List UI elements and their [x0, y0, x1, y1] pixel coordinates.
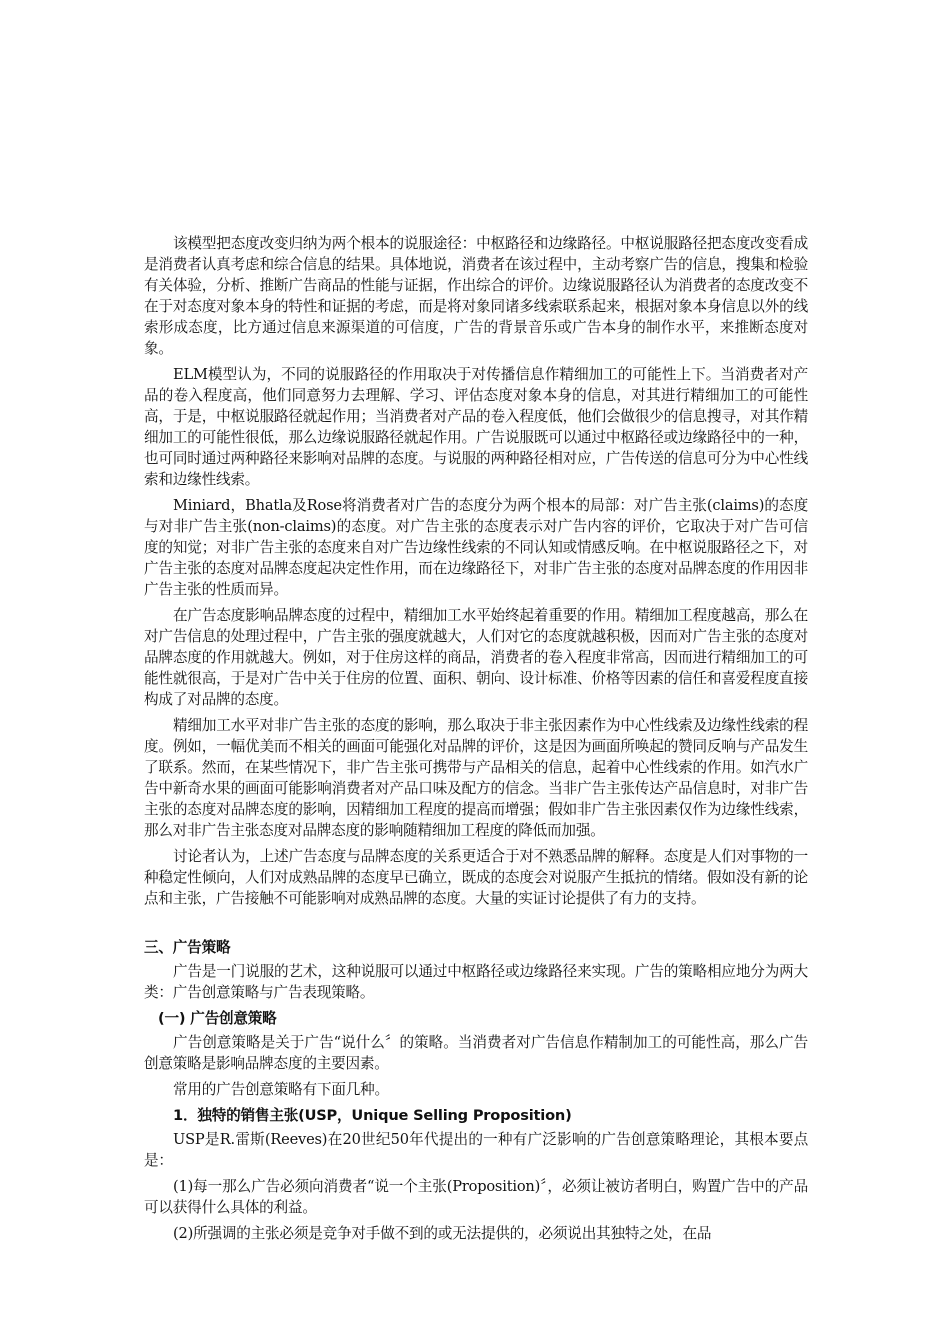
paragraph: ELM模型认为，不同的说服路径的作用取决于对传播信息作精细加工的可能性上下。当消费者对产品的卷入程度高，他们同意努力去理解、学习、评估态度对象本身的信息，对其进行精细加工的可能性高，于是，中枢说服路径就起作用；当消费者对产品的卷入程度低，他们会做很少的信息搜寻，对其作精细加工的可能性很低，那么边缘说服路径就起作用。广告说服既可以通过中枢路径或边缘路径中的一种，也可同时通过两种路径来影响对品牌的态度。与说服的两种路径相对应，广告传送的信息可分为中心性线索和边缘性线索。 — [144, 366, 808, 488]
paragraph: 广告是一门说服的艺术，这种说服可以通过中枢路径或边缘路径来实现。广告的策略相应地分为两大类：广告创意策略与广告表现策略。 — [144, 963, 808, 1001]
paragraph: 在广告态度影响品牌态度的过程中，精细加工水平始终起着重要的作用。精细加工程度越高，那么在对广告信息的处理过程中，广告主张的强度就越大，人们对它的态度就越积极，因而对广告主张的态度对品牌态度的作用就越大。例如，对于住房这样的商品，消费者的卷入程度非常高，因而进行精细加工的可能性就很高，于是对广告中关于住房的位置、面积、朝向、设计标准、价格等因素的信任和喜爱程度直接构成了对品牌的态度。 — [144, 607, 808, 708]
subsection-heading: (一) 广告创意策略 — [158, 1010, 277, 1027]
paragraph: USP是R.雷斯(Reeves)在20世纪50年代提出的一种有广泛影响的广告创意策略理论，其根本要点是： — [144, 1131, 808, 1169]
paragraph: (2)所强调的主张必须是竞争对手做不到的或无法提供的，必须说出其独特之处，在品 — [173, 1225, 712, 1242]
section-heading: 三、广告策略 — [144, 939, 231, 956]
item-heading: 1．独特的销售主张(USP，Unique Selling Proposition) — [173, 1107, 572, 1124]
paragraph: Miniard，Bhatla及Rose将消费者对广告的态度分为两个根本的局部：对广告主张(claims)的态度与对非广告主张(non-claims)的态度。对广告主张的态度表示对广告内容的评价，它取决于对广告可信度的知觉；对非广告主张的态度来自对广告边缘性线索的不同认知或情感反响。在中枢说服路径之下，对广告主张的态度对品牌态度起决定性作用，而在边缘路径下，对非广告主张的态度对品牌态度的作用因非广告主张的性质而异。 — [144, 497, 808, 598]
paragraph: 广告创意策略是关于广告“说什么〞的策略。当消费者对广告信息作精制加工的可能性高，那么广告创意策略是影响品牌态度的主要因素。 — [144, 1034, 808, 1072]
paragraph: 常用的广告创意策略有下面几种。 — [173, 1081, 389, 1098]
paragraph: 精细加工水平对非广告主张的态度的影响，那么取决于非主张因素作为中心性线索及边缘性线索的程度。例如，一幅优美而不相关的画面可能强化对品牌的评价，这是因为画面所唤起的赞同反响与产品发生了联系。然而，在某些情况下，非广告主张可携带与产品相关的信息，起着中心性线索的作用。如汽水广告中新奇水果的画面可能影响消费者对产品口味及配方的信念。当非广告主张传达产品信息时，对非广告主张的态度对品牌态度的影响，因精细加工程度的提高而增强；假如非广告主张因素仅作为边缘性线索，那么对非广告主张态度对品牌态度的影响随精细加工程度的降低而加强。 — [144, 717, 808, 839]
paragraph: (1)每一那么广告必须向消费者“说一个主张(Proposition)〞，必须让被访者明白，购置广告中的产品可以获得什么具体的利益。 — [144, 1178, 808, 1216]
paragraph: 讨论者认为，上述广告态度与品牌态度的关系更适合于对不熟悉品牌的解释。态度是人们对事物的一种稳定性倾向，人们对成熟品牌的态度早已确立，既成的态度会对说服产生抵抗的情绪。假如没有新的论点和主张，广告接触不可能影响对成熟品牌的态度。大量的实证讨论提供了有力的支持。 — [144, 848, 808, 907]
document-body — [144, 233, 808, 1249]
paragraph: 该模型把态度改变归纳为两个根本的说服途径：中枢路径和边缘路径。中枢说服路径把态度改变看成是消费者认真考虑和综合信息的结果。具体地说，消费者在该过程中，主动考察广告的信息，搜集和检验有关体验，分析、推断广告商品的性能与证据，作出综合的评价。边缘说服路径认为消费者的态度改变不在于对态度对象本身的特性和证据的考虑，而是将对象同诸多线索联系起来，根据对象本身信息以外的线索形成态度，比方通过信息来源渠道的可信度，广告的背景音乐或广告本身的制作水平，来推断态度对象。 — [144, 235, 808, 357]
